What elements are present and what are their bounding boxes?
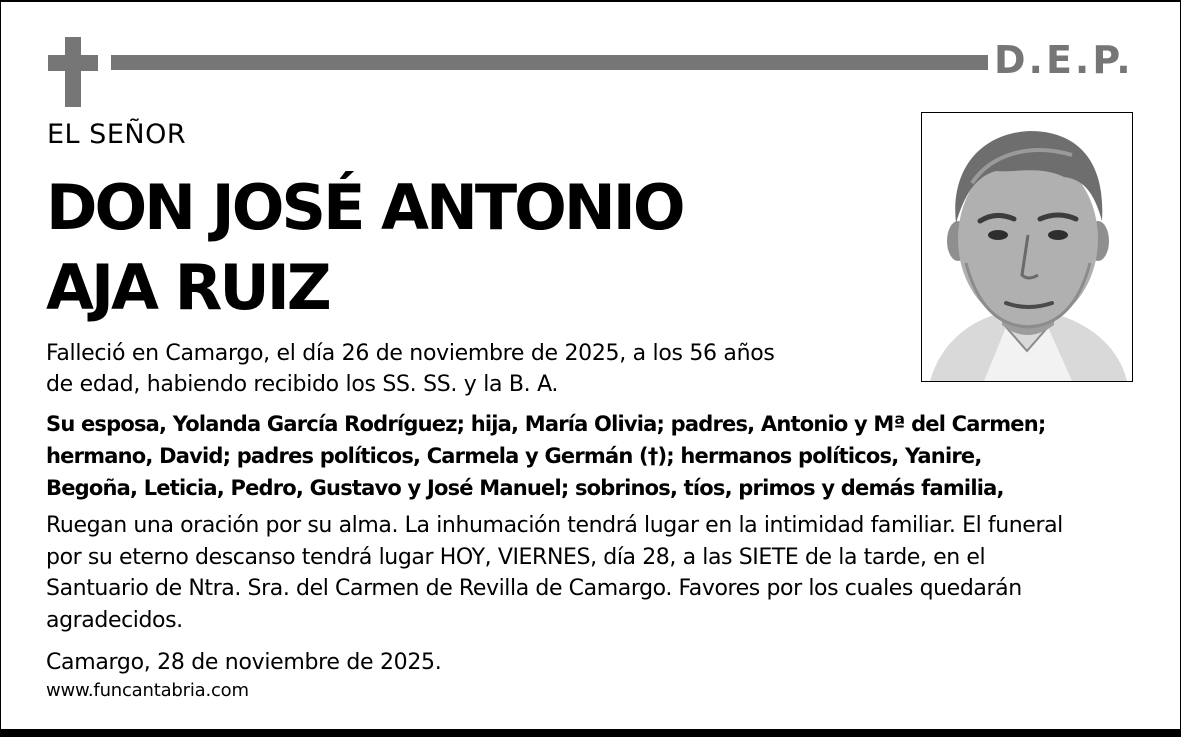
family-list <box>46 408 1045 504</box>
death-info-line: Falleció en Camargo, el día 26 de noviembre de 2025, a los 56 años <box>46 341 775 366</box>
death-info-line: de edad, habiendo recibido los SS. SS. y la B. A. <box>46 372 559 397</box>
deceased-name-line: DON JOSÉ ANTONIO <box>46 171 683 244</box>
funeral-details <box>46 510 1063 636</box>
header-rule <box>111 55 988 70</box>
death-info <box>46 338 775 400</box>
cross-vertical-bar <box>65 37 81 107</box>
dep-label: D.E.P. <box>994 38 1134 82</box>
deceased-name <box>46 168 683 328</box>
intro-label: EL SEÑOR <box>47 119 187 150</box>
deceased-name-line: AJA RUIZ <box>46 251 329 324</box>
portrait-image <box>922 113 1132 381</box>
cross-horizontal-bar <box>48 55 98 71</box>
family-line: hermano, David; padres políticos, Carmela y Germán (†); hermanos políticos, Yanire, <box>46 444 982 468</box>
place-date: Camargo, 28 de noviembre de 2025. <box>46 650 442 675</box>
funeral-line: agradecidos. <box>46 607 183 633</box>
family-line: Su esposa, Yolanda García Rodríguez; hija, María Olivia; padres, Antonio y Mª del Carmen; <box>46 412 1046 436</box>
funeral-line: Ruegan una oración por su alma. La inhumación tendrá lugar en la intimidad familiar. El funeral <box>46 513 1063 538</box>
family-line: Begoña, Leticia, Pedro, Gustavo y José Manuel; sobrinos, tíos, primos y demás familia, <box>46 476 1004 500</box>
website-text: www.funcantabria.com <box>46 680 249 701</box>
funeral-line: Santuario de Ntra. Sra. del Carmen de Revilla de Camargo. Favores por los cuales quedarán <box>46 576 1022 601</box>
funeral-line: por su eterno descanso tendrá lugar HOY, VIERNES, día 28, a las SIETE de la tarde, en el <box>46 544 986 570</box>
portrait-photo <box>921 112 1133 382</box>
